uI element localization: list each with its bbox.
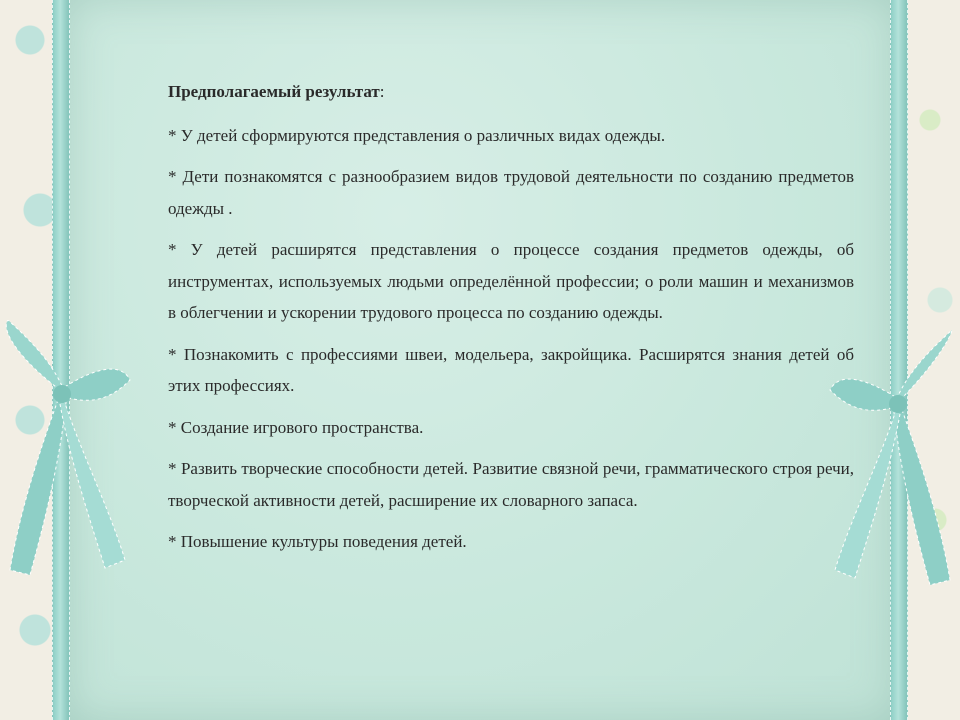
result-item-4: * Познакомить с профессиями швеи, модельера, закройщика. Расширятся знания детей об этих профессиях. <box>168 344 854 395</box>
result-item-1: * У детей сформируются представления о различных видах одежды. <box>168 125 666 145</box>
result-item-3: * У детей расширятся представления о процессе создания предметов одежды, об инструментах, используемых людьми определённой профессии; о роли машин и механизмов в облегчении и ускорении трудового процесса по созданию одежды. <box>168 240 854 322</box>
slide-heading <box>168 76 854 108</box>
result-item-7: * Повышение культуры поведения детей. <box>168 532 467 551</box>
slide-content <box>168 76 854 568</box>
heading-colon: : <box>379 82 385 101</box>
result-item-2: * Дети познакомятся с разнообразием видов трудовой деятельности по созданию предметов одежды . <box>168 167 854 218</box>
heading-text: Предполагаемый результат <box>168 82 380 101</box>
result-item-5: * Создание игрового пространства. <box>168 417 424 437</box>
result-item-6: * Развить творческие способности детей. Развитие связной речи, грамматического строя речи, творческой активности детей, расширение их словарного запаса. <box>168 459 854 510</box>
ribbon-bow-left <box>0 320 140 580</box>
